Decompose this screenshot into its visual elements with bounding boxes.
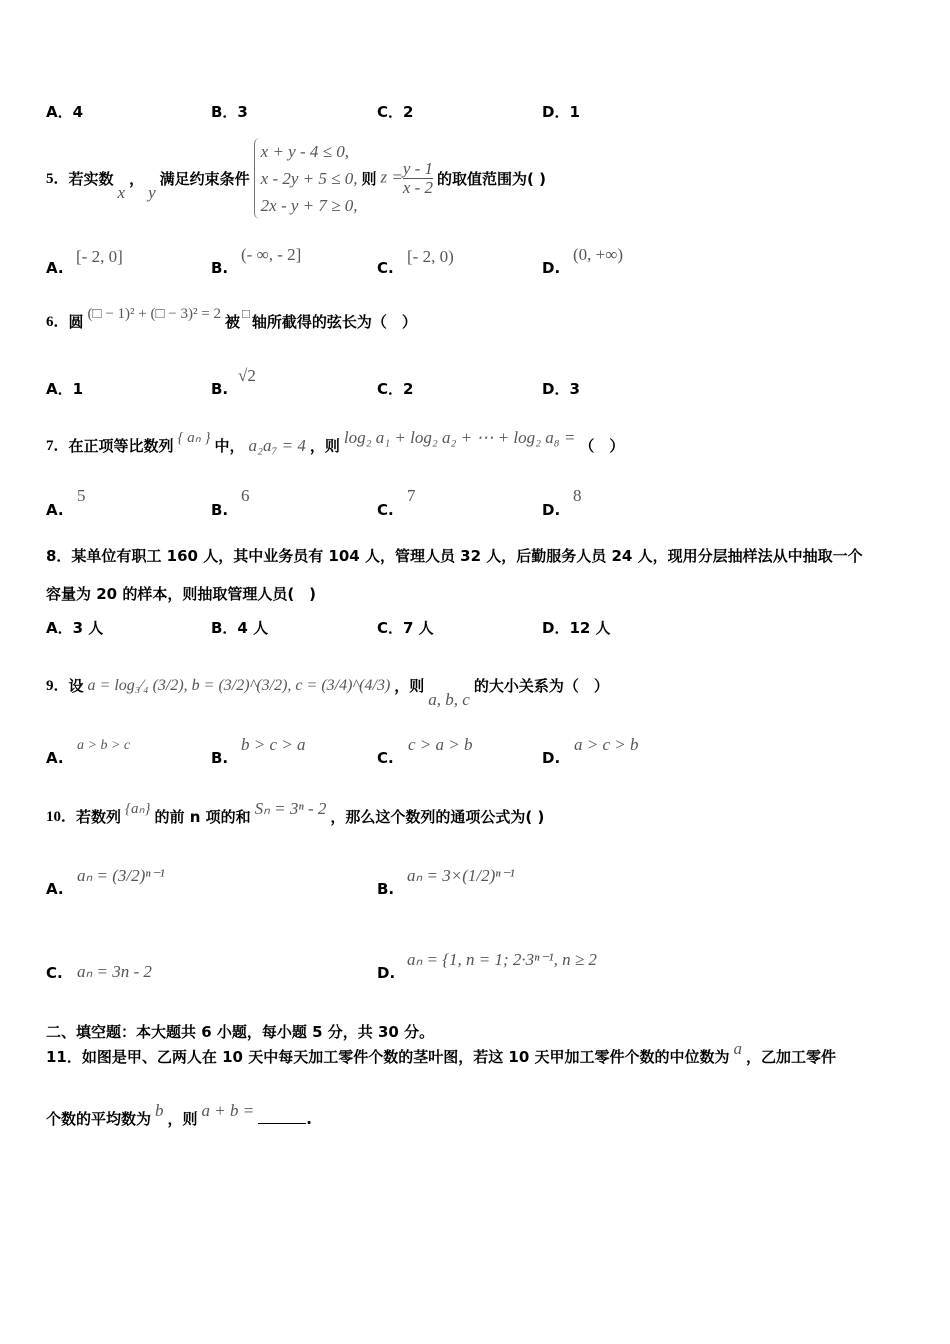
q5-var-x: x <box>117 182 126 202</box>
q5-comma: ， <box>129 169 145 188</box>
q4-option-d: D．1 <box>542 103 580 121</box>
q4-option-a: A．4 <box>46 103 84 121</box>
q10-label-a: A. <box>46 880 64 898</box>
q5-constraint-system <box>254 138 358 219</box>
q5-option-b: (- ∞, - 2] <box>241 245 302 264</box>
q7-label-d: D. <box>542 501 561 519</box>
constraint-1: x + y - 4 ≤ 0, <box>260 142 349 161</box>
q6-equation: (□ − 1)² + (□ − 3)² = 2 <box>87 306 221 322</box>
q6-stem-start: 圆 <box>68 313 84 331</box>
q10-label-c: C. <box>46 964 63 982</box>
q6-option-b: √2 <box>238 366 256 385</box>
q9-option-c: c > a > b <box>408 735 473 754</box>
q7-option-d: 8 <box>573 486 582 505</box>
q11-stem-line1-end: ，乙加工零件 <box>746 1048 837 1066</box>
q8-stem-line2: 容量为 20 的样本，则抽取管理人员( ) <box>46 585 317 603</box>
q7-label-c: C. <box>377 501 394 519</box>
q4-option-c: C．2 <box>377 103 414 121</box>
q9-number: 9． <box>46 678 69 694</box>
q5-label-b: B. <box>211 259 229 277</box>
q7-stem-start: 在正项等比数列 <box>68 437 174 455</box>
z-lhs: z = <box>380 167 403 187</box>
q5-stem-mid: 满足约束条件 <box>159 169 250 188</box>
q9-tail: 的大小关系为（ ） <box>473 677 609 695</box>
q5-z-expression <box>380 160 433 197</box>
q9-vars: a, b, c <box>428 690 470 709</box>
q10-tail: ，那么这个数列的通项公式为( ) <box>330 808 545 826</box>
q6-missing-symbol: □ <box>241 306 250 321</box>
q10-label-d: D. <box>377 964 396 982</box>
z-denominator: x - 2 <box>402 178 434 197</box>
q6-stem-mid: 被 <box>224 313 240 331</box>
q7-option-a: 5 <box>77 486 86 505</box>
q9-label-a: A. <box>46 749 64 767</box>
q7-stem-mid: 中， <box>214 437 245 455</box>
q11-expression: a + b = <box>201 1101 255 1120</box>
q7-stem <box>46 428 625 456</box>
q6-label-c: C． <box>377 380 404 398</box>
q5-label-a: A. <box>46 259 64 277</box>
q7-option-b: 6 <box>241 486 250 505</box>
q7-number: 7． <box>46 438 69 454</box>
q6-option-c <box>377 379 413 399</box>
q9-label-d: D. <box>542 749 561 767</box>
q9-stem <box>46 676 609 709</box>
q6-number: 6． <box>46 314 69 330</box>
z-fraction <box>403 160 433 197</box>
constraint-2: x - 2y + 5 ≤ 0, <box>260 169 358 188</box>
q8-option-c: C．7 人 <box>377 619 434 637</box>
q5-stem <box>46 138 546 219</box>
q6-option-a-value: 1 <box>72 380 84 398</box>
q6-label-b: B. <box>211 380 229 398</box>
q5-option-c: [- 2, 0) <box>407 247 454 266</box>
q9-label-b: B. <box>211 749 229 767</box>
q7-sequence: { aₙ } <box>177 430 211 446</box>
q10-option-c: aₙ = 3n - 2 <box>77 962 152 981</box>
q5-label-c: C. <box>377 259 394 277</box>
q7-tail: （ ） <box>579 437 625 455</box>
q11-line2 <box>46 1101 312 1129</box>
q8-option-a: A．3 人 <box>46 619 104 637</box>
q10-sum-formula: Sₙ = 3ⁿ - 2 <box>254 799 327 818</box>
q9-stem-start: 设 <box>68 677 84 695</box>
q6-option-a <box>46 379 83 399</box>
q5-option-a: [- 2, 0] <box>76 247 123 266</box>
q11-answer-blank[interactable] <box>258 1109 312 1129</box>
q10-sequence: {aₙ} <box>125 801 151 817</box>
q4-option-b: B．3 <box>211 103 248 121</box>
q7-label-b: B. <box>211 501 229 519</box>
z-numerator: y - 1 <box>402 159 434 178</box>
q8-option-d: D．12 人 <box>542 619 611 637</box>
q9-label-c: C. <box>377 749 394 767</box>
q9-definitions: a = log₃⁄₄ (3/2), b = (3/2)^(3/2), c = (3/4)^(4/3) <box>87 677 391 694</box>
q11-then: ，则 <box>167 1110 198 1128</box>
q5-stem-start: 若实数 <box>68 169 114 188</box>
q9-option-a: a > b > c <box>77 738 131 753</box>
q11-stem-line1: 11．如图是甲、乙两人在 10 天中每天加工零件个数的茎叶图，若这 10 天甲加工零件个数的中位数为 <box>46 1048 730 1066</box>
section-heading: 二、填空题：本大题共 6 小题，每小题 5 分，共 30 分。 <box>46 1023 435 1041</box>
q5-var-y: y <box>148 182 156 202</box>
q11-period: . <box>306 1110 312 1128</box>
q10-stem <box>46 799 545 827</box>
q9-option-b: b > c > a <box>241 735 306 754</box>
q7-log-expression: log₂ a₁ + log₂ a₂ + ⋯ + log₂ a₈ = <box>343 428 576 447</box>
q7-label-a: A. <box>46 501 64 519</box>
q10-option-a: aₙ = (3/2)ⁿ⁻¹ <box>77 866 165 885</box>
q5-number: 5． <box>46 170 69 187</box>
q10-label-b: B. <box>377 880 395 898</box>
q10-option-b: aₙ = 3×(1/2)ⁿ⁻¹ <box>407 866 515 885</box>
blank-line[interactable] <box>258 1123 306 1124</box>
q9-option-d: a > c > b <box>574 735 639 754</box>
q6-label-a: A． <box>46 380 73 398</box>
q8-stem-line1: 8．某单位有职工 160 人，其中业务员有 104 人，管理人员 32 人，后勤服务人员 24 人，现用分层抽样法从中抽取一个 <box>46 547 863 565</box>
q10-number: 10． <box>46 809 77 825</box>
q10-option-d: aₙ = {1, n = 1; 2·3ⁿ⁻¹, n ≥ 2 <box>407 950 597 969</box>
q6-option-c-value: 2 <box>403 380 414 398</box>
q10-stem-start: 若数列 <box>76 808 122 826</box>
q11-stem-line2: 个数的平均数为 <box>46 1110 152 1128</box>
q6-stem <box>46 306 417 332</box>
q5-tail: 的取值范围为( ) <box>437 169 546 188</box>
q9-then: ，则 <box>394 677 425 695</box>
q7-then: ，则 <box>309 437 340 455</box>
q7-option-c: 7 <box>407 486 416 505</box>
q6-option-d <box>542 379 580 399</box>
constraint-3: 2x - y + 7 ≥ 0, <box>260 196 358 215</box>
q6-option-d-value: 3 <box>569 380 580 398</box>
q10-stem-mid: 的前 n 项的和 <box>154 808 251 826</box>
q8-option-b: B．4 人 <box>211 619 269 637</box>
q6-label-d: D． <box>542 380 570 398</box>
q5-option-d: (0, +∞) <box>573 245 624 264</box>
q11-var-b: b <box>155 1101 164 1120</box>
q11-var-a: a <box>733 1039 743 1058</box>
q11-line1 <box>46 1039 837 1067</box>
q7-condition: a₂a₇ = 4 <box>248 436 306 455</box>
q6-stem-end: 轴所截得的弦长为（ ） <box>251 313 417 331</box>
q5-label-d: D. <box>542 259 561 277</box>
q5-then: 则 <box>361 169 377 188</box>
